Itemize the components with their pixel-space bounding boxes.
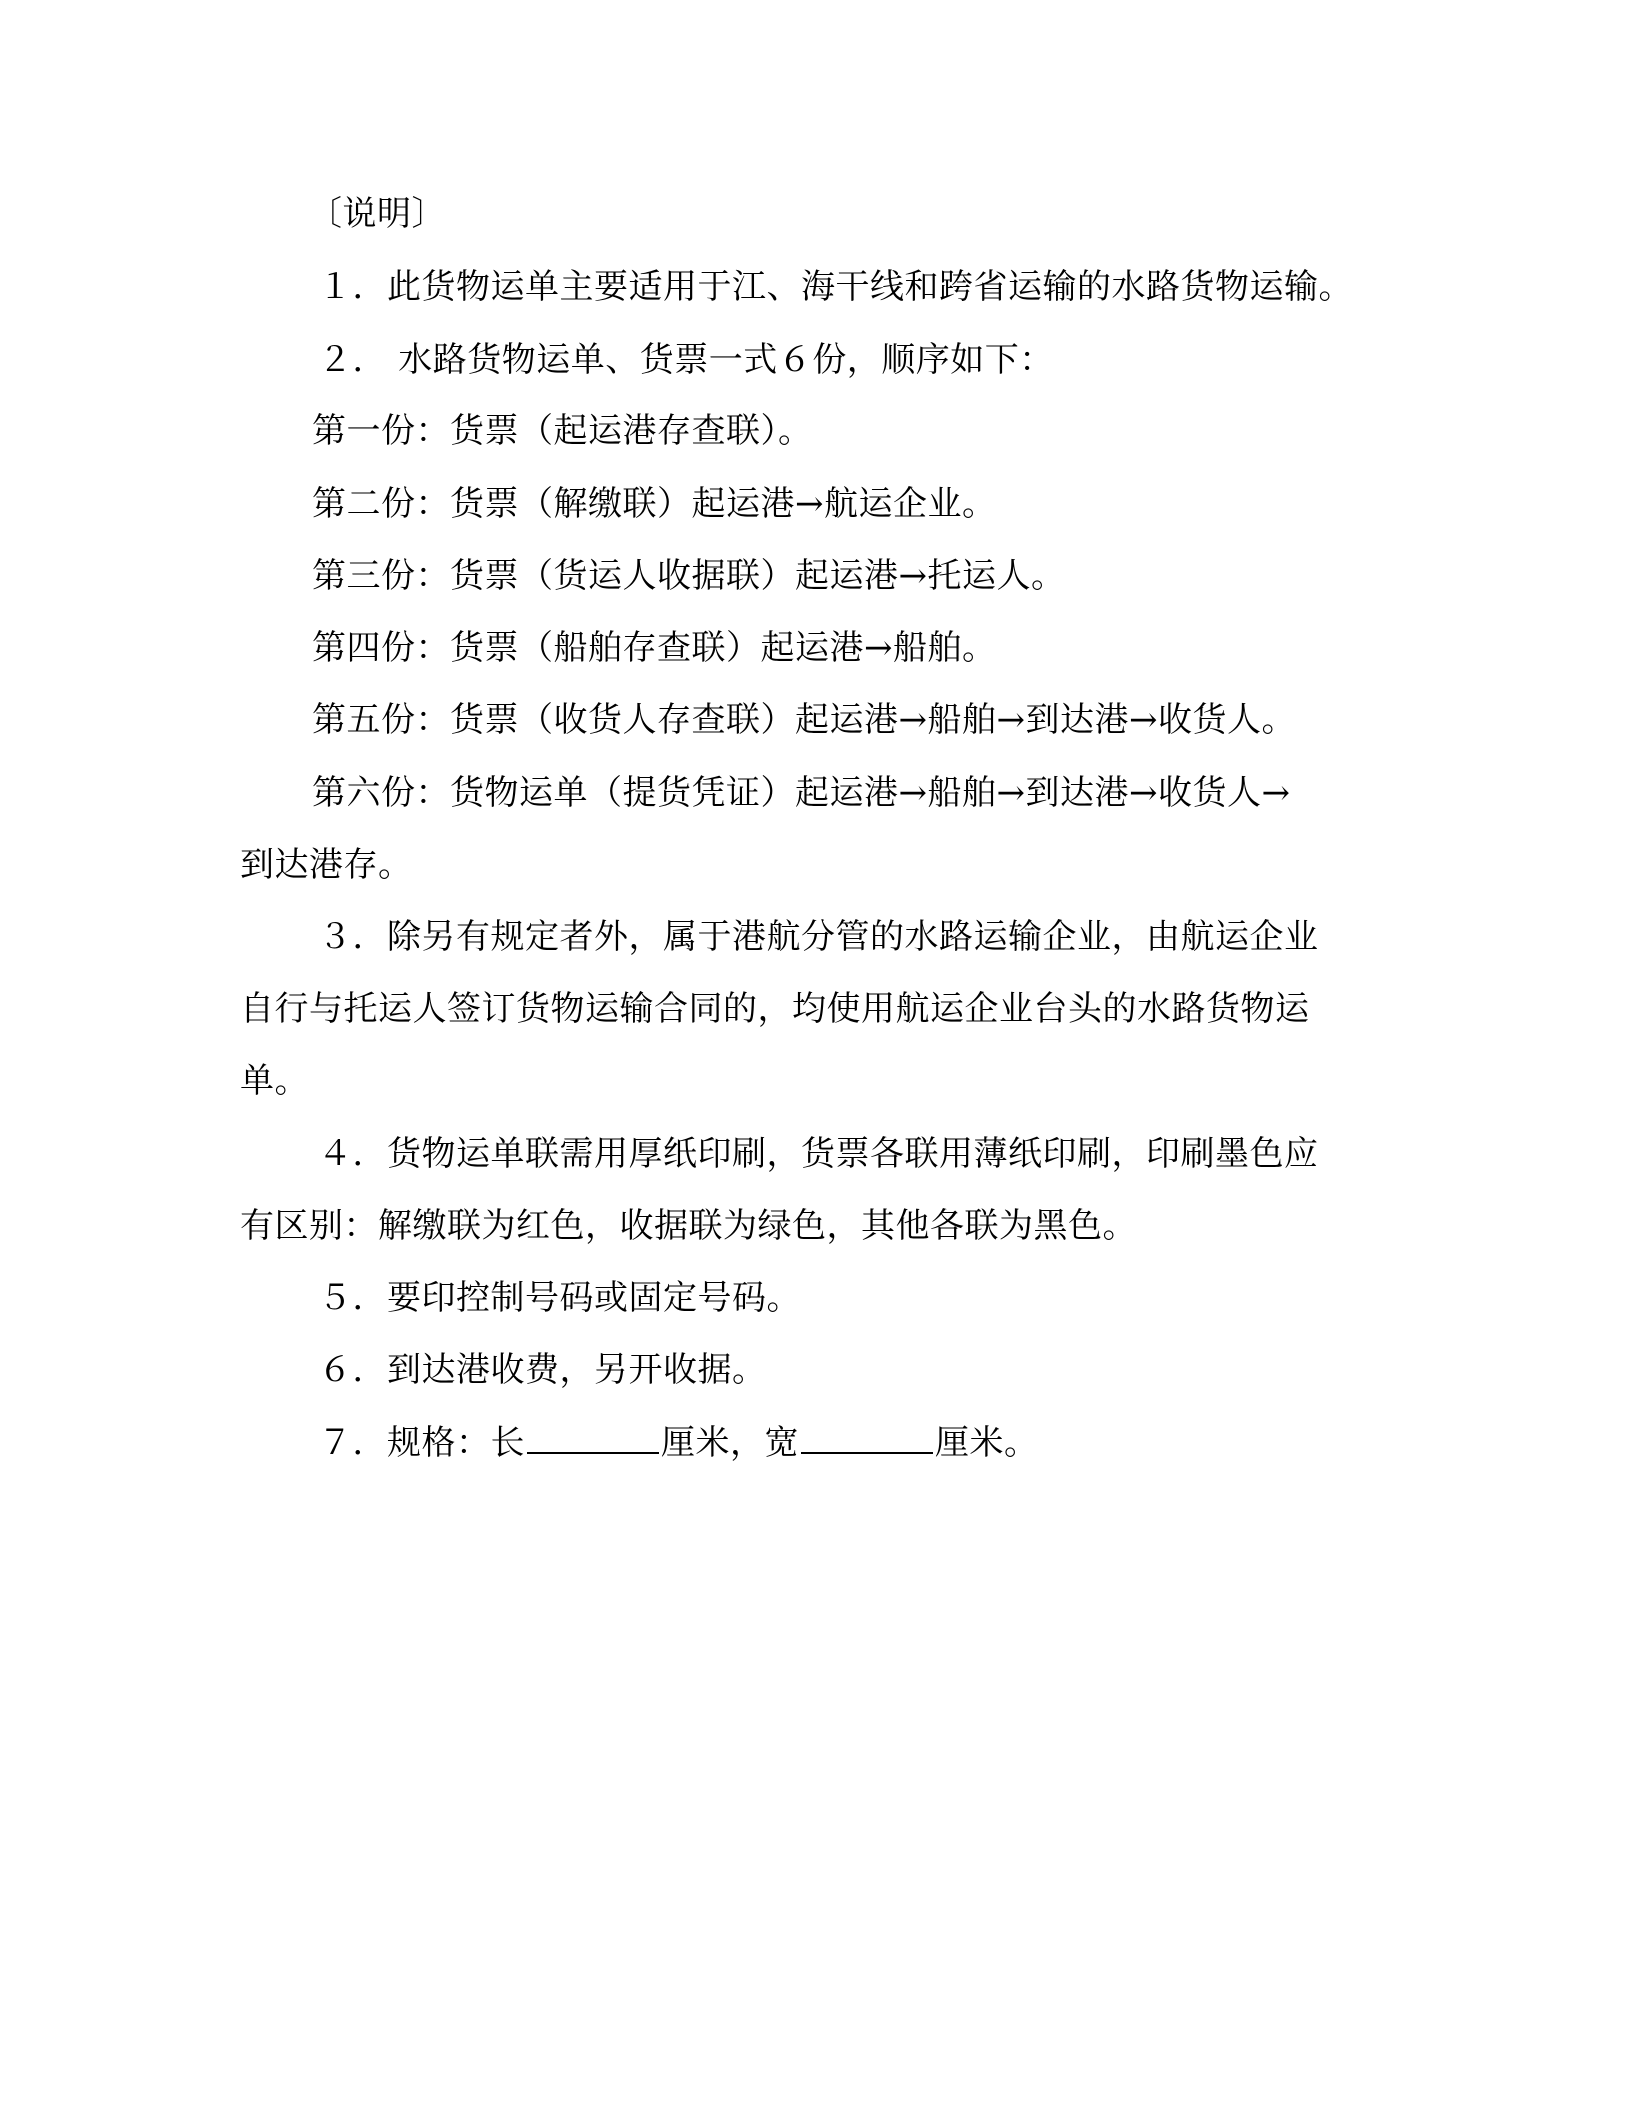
item-7 bbox=[318, 1422, 1039, 1463]
item-3-line-2: 自行与托运人签订货物运输合同的，均使用航运企业台头的水路货物运 bbox=[240, 989, 1310, 1029]
copy-6-continued: 到达港存。 bbox=[240, 845, 413, 885]
copy-4: 第四份：货票（船舶存查联）起运港→船舶。 bbox=[312, 628, 997, 668]
copy-6: 第六份：货物运单（提货凭证）起运港→船舶→到达港→收货人→ bbox=[312, 773, 1291, 813]
item-3-line-3: 单。 bbox=[240, 1061, 309, 1101]
item-3-line-1: ３．除另有规定者外，属于港航分管的水路运输企业，由航运企业 bbox=[318, 917, 1319, 957]
length-blank bbox=[527, 1422, 659, 1454]
item-2: ２． 水路货物运单、货票一式６份，顺序如下： bbox=[318, 340, 1054, 380]
item-7-middle: 厘米，宽 bbox=[661, 1423, 799, 1463]
copy-2: 第二份：货票（解缴联）起运港→航运企业。 bbox=[312, 484, 997, 524]
item-4-line-1: ４．货物运单联需用厚纸印刷，货票各联用薄纸印刷，印刷墨色应 bbox=[318, 1134, 1319, 1174]
explanation-heading: 〔说明〕 bbox=[308, 194, 446, 234]
item-5: ５．要印控制号码或固定号码。 bbox=[318, 1278, 801, 1318]
width-blank bbox=[801, 1422, 933, 1454]
item-7-prefix: ７．规格：长 bbox=[318, 1423, 525, 1463]
item-7-suffix: 厘米。 bbox=[935, 1423, 1039, 1463]
copy-5: 第五份：货票（收货人存查联）起运港→船舶→到达港→收货人。 bbox=[312, 700, 1296, 740]
item-4-line-2: 有区别：解缴联为红色，收据联为绿色，其他各联为黑色。 bbox=[240, 1206, 1137, 1246]
item-1: １．此货物运单主要适用于江、海干线和跨省运输的水路货物运输。 bbox=[318, 267, 1353, 307]
item-6: ６．到达港收费，另开收据。 bbox=[318, 1350, 767, 1390]
copy-1: 第一份：货票（起运港存查联）。 bbox=[312, 411, 813, 451]
copy-3: 第三份：货票（货运人收据联）起运港→托运人。 bbox=[312, 556, 1066, 596]
